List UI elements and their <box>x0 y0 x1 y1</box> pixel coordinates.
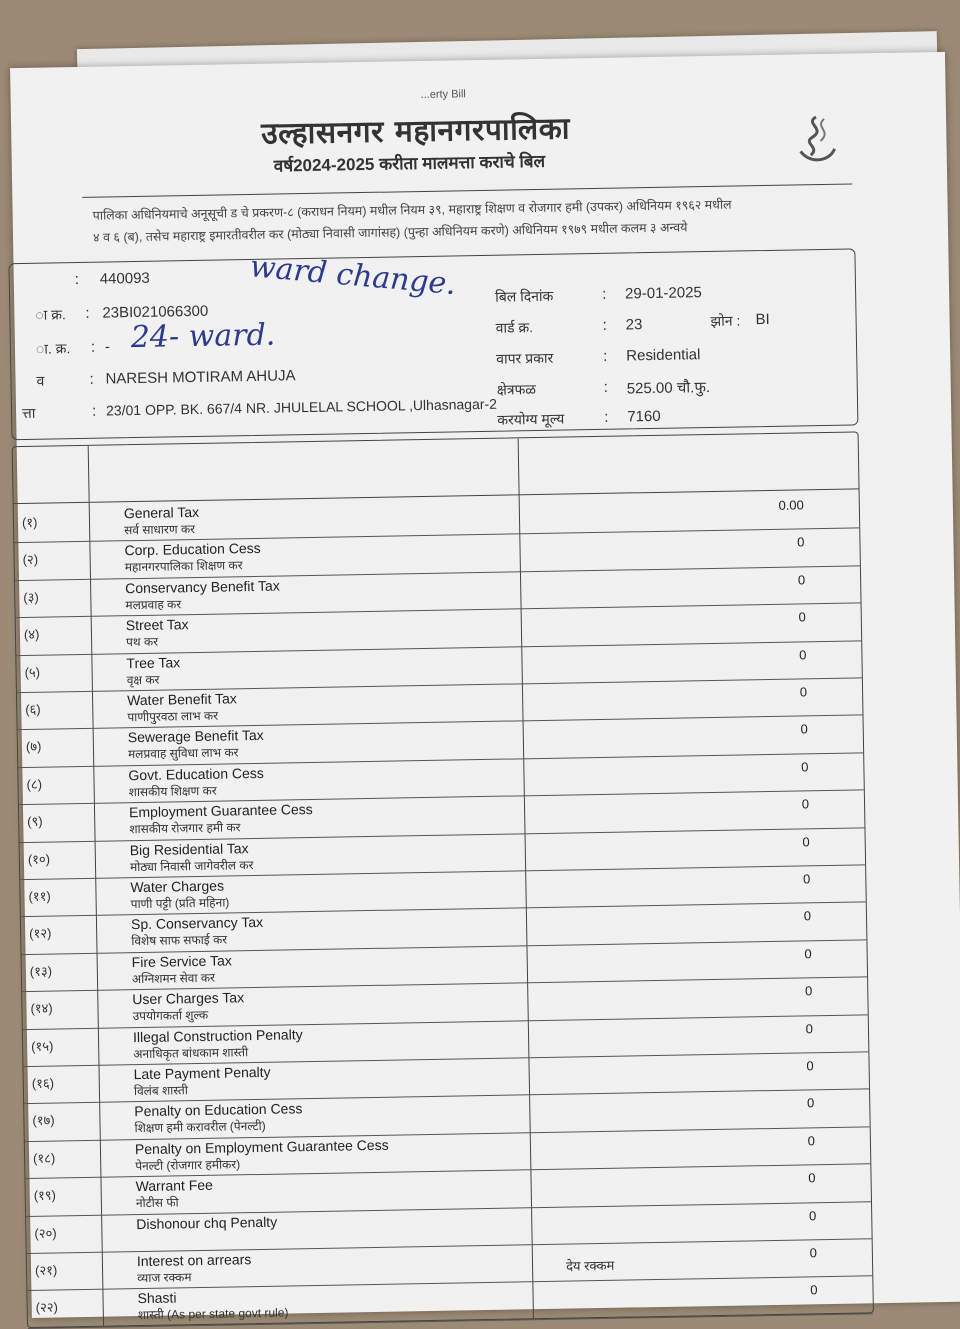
tax-name-english: Sp. Conservancy Tax <box>130 914 264 933</box>
tax-name-english: Fire Service Tax <box>131 952 232 970</box>
row-number: (२०) <box>34 1225 57 1241</box>
intro-line-2: ४ व ६ (ब), तसेच महाराष्ट्र इमारतीवरील कर (मोठ्या निवासी जागांसह) (पुन्हा अधिनियम करणे) अधिनियम १९७९ मधील कलम ३ अन्वये <box>92 220 688 245</box>
tax-name-english: Late Payment Penalty <box>133 1063 271 1083</box>
tax-amount: 0 <box>802 833 810 850</box>
corporation-logo-icon <box>786 109 847 170</box>
row-number: (१०) <box>27 851 51 867</box>
tax-amount: 0.00 <box>778 497 804 513</box>
owner-name: NARESH MOTIRAM AHUJA <box>105 367 296 388</box>
tax-amount: 0 <box>806 1095 815 1111</box>
bill-date-label: बिल दिनांक <box>494 287 554 305</box>
tax-amount: 0 <box>810 1282 818 1298</box>
tax-amount: 0 <box>801 759 809 775</box>
row-number: (८) <box>26 776 43 792</box>
tax-amount: 0 <box>807 1133 816 1149</box>
bill-title: उल्हासनगर महानगरपालिका <box>260 111 571 152</box>
area-value: 525.00 चौ.फु. <box>626 378 711 398</box>
tax-name-marathi: मोठ्या निवासी जागेवरील कर <box>129 857 254 874</box>
tax-name-english: Penalty on Employment Guarantee Cess <box>134 1136 389 1157</box>
tax-name-marathi: व्याज रक्कम <box>137 1270 192 1286</box>
tax-name-english: User Charges Tax <box>132 989 245 1008</box>
tax-name-marathi: शिक्षण हमी करावरील (पेनल्टी) <box>134 1119 266 1136</box>
tax-amount: 0 <box>803 908 812 924</box>
row-number: (६) <box>25 701 41 717</box>
tax-name-english: Water Charges <box>130 877 225 896</box>
row-number: (१४) <box>30 1000 53 1017</box>
row-number: (१२) <box>29 925 52 942</box>
handwritten-note-ward-change: ward change. <box>248 249 458 303</box>
rateable-value: 7160 <box>627 407 661 426</box>
account-number: 23BI021066300 <box>102 302 209 322</box>
area-label: क्षेत्रफळ <box>496 381 537 398</box>
tax-name-marathi: विशेष साफ सफाई कर <box>131 932 228 949</box>
tax-name-english: Penalty on Education Cess <box>134 1100 303 1120</box>
row-number: (१७) <box>32 1112 55 1129</box>
tax-amount: 0 <box>808 1207 817 1223</box>
intro-text <box>92 192 843 249</box>
tax-amount: 0 <box>797 572 806 588</box>
property-tax-bill <box>10 52 960 1323</box>
usage-type: Residential <box>626 346 701 365</box>
tax-name-marathi: नोटीस फी <box>135 1195 179 1211</box>
row-number: (१९) <box>33 1187 57 1204</box>
row-number: (१३) <box>29 963 53 979</box>
tax-amount: 0 <box>809 1245 817 1261</box>
tax-amount: 0 <box>798 609 806 625</box>
zone-label: झोन : <box>710 312 741 329</box>
ward-label: वार्ड क्र. <box>495 319 534 336</box>
row-number: (२१) <box>34 1262 58 1278</box>
tax-name-marathi: पेनल्टी (रोजगार हमीकर) <box>135 1157 241 1173</box>
old-number-label: ा. क्र. <box>35 340 71 357</box>
address-label: त्ता <box>21 404 36 422</box>
tax-name-english: Dishonour chq Penalty <box>136 1213 278 1232</box>
tax-name-english: Street Tax <box>125 616 189 634</box>
tax-name-english: General Tax <box>123 503 200 522</box>
tax-amount: 0 <box>797 534 805 550</box>
tax-name-marathi: पथ कर <box>125 634 159 650</box>
row-number: (११) <box>28 888 51 904</box>
row-number: (१५) <box>31 1038 54 1054</box>
row-number: (५) <box>24 664 41 680</box>
intro-line-1: पालिका अधिनियमाचे अनूसूची ड चे प्रकरण-८ (कराधन नियम) मधील नियम ३९, महाराष्ट्र शिक्षण व रोजगार हमी (उपकर) अधिनियम १९६२ मधील <box>92 197 732 223</box>
tax-name-english: Water Benefit Tax <box>126 690 237 709</box>
tax-name-marathi: उपयोगकर्ता शुल्क <box>132 1008 209 1024</box>
bill-subtitle: वर्ष2024-2025 करीता मालमत्ता कराचे बिल <box>273 151 546 176</box>
account-label: ा क्र. <box>35 306 66 323</box>
tax-amount: 0 <box>799 646 807 663</box>
tax-amount: 0 <box>802 871 811 887</box>
row-number: (७) <box>25 739 42 755</box>
tax-name-marathi: अनाधिकृत बांधकाम शास्ती <box>133 1044 249 1061</box>
tax-name-english: Illegal Construction Penalty <box>132 1025 303 1045</box>
tax-name-marathi: शास्ती (As per state govt rule) <box>137 1305 289 1323</box>
tax-name-english: Shasti <box>137 1289 177 1307</box>
tax-amount: 0 <box>806 1058 814 1074</box>
tax-amount: 0 <box>800 721 808 737</box>
rateable-value-label: करयोग्य मूल्य <box>497 410 565 428</box>
tax-name-marathi: अग्निशमन सेवा कर <box>131 970 216 986</box>
address-value: 23/01 OPP. BK. 667/4 NR. JHULELAL SCHOOL ,Ulhasnagar-2 <box>105 395 498 419</box>
usage-label: वापर प्रकार <box>496 349 554 367</box>
overhead-text: ...erty Bill <box>420 88 466 101</box>
tax-amount: 0 <box>799 684 808 700</box>
tax-amount: 0 <box>804 946 812 962</box>
tax-name-marathi: शासकीय शिक्षण कर <box>128 783 217 799</box>
tax-name-english: Tree Tax <box>126 653 181 671</box>
tax-name-english: Govt. Education Cess <box>128 764 264 783</box>
tax-name-marathi: मलप्रवाह सुविधा लाभ कर <box>127 745 239 762</box>
tax-name-marathi: पाणी पट्टी (प्रति महिना) <box>130 895 230 912</box>
tax-name-english: Sewerage Benefit Tax <box>127 727 264 746</box>
tax-name-english: Big Residential Tax <box>129 839 249 858</box>
old-number-value: - <box>104 338 111 356</box>
row-number: (२) <box>22 552 39 568</box>
owner-label: व <box>36 372 45 389</box>
due-amount-label: देय रक्कम <box>565 1257 615 1274</box>
tax-name-english: Interest on arrears <box>136 1251 252 1270</box>
row-number: (९) <box>27 813 43 830</box>
row-number: (२२) <box>35 1299 59 1316</box>
tax-name-marathi: वृक्ष कर <box>126 672 160 687</box>
tax-amount: 0 <box>805 1020 814 1037</box>
tax-amount: 0 <box>804 983 813 999</box>
tax-amount: 0 <box>801 796 810 812</box>
property-info-box: : 440093 ा क्र. : 23BI021066300 ा. क्र. : - व : NARESH MOTIRAM AHUJA त्ता : 23/01 OPP. BK. 667/4 NR. JHULELAL SCHOOL ,Ulhasnagar-2 बिल दिनांक : 29-01-2025 वार्ड क्र. : 23 झोन : BI वापर प्रकार : Residential क्षेत्रफळ : 525.00 चौ.फु. करयोग्य मूल्य : 7160 ward change. 24- ward. <box>8 248 858 440</box>
property-number: 440093 <box>99 269 150 288</box>
tax-name-english: Warrant Fee <box>135 1176 214 1195</box>
tax-name-english: Employment Guarantee Cess <box>128 801 313 821</box>
ward-number: 23 <box>625 316 643 334</box>
tax-name-marathi: सर्व साधारण कर <box>124 522 196 538</box>
row-number: (१८) <box>32 1150 56 1166</box>
row-number: (४) <box>23 626 40 643</box>
row-number: (३) <box>23 589 39 605</box>
tax-name-marathi: महानगरपालिका शिक्षण कर <box>124 558 243 575</box>
bill-date: 29-01-2025 <box>624 284 702 303</box>
tax-name-marathi: शासकीय रोजगार हमी कर <box>129 820 241 837</box>
tax-name-english: Conservancy Benefit Tax <box>125 577 280 597</box>
zone-value: BI <box>755 310 770 329</box>
tax-name-english: Corp. Education Cess <box>124 540 261 559</box>
tax-name-marathi: पाणीपुरवठा लाभ कर <box>127 708 219 725</box>
row-number: (१) <box>21 514 38 531</box>
handwritten-note-ward: 24- ward. <box>130 317 276 356</box>
tax-table <box>12 431 874 1328</box>
tax-name-marathi: मलप्रवाह कर <box>125 597 182 613</box>
row-number: (१६) <box>31 1075 55 1091</box>
tax-amount: 0 <box>808 1170 816 1186</box>
tax-name-marathi: विलंब शास्ती <box>133 1083 189 1099</box>
